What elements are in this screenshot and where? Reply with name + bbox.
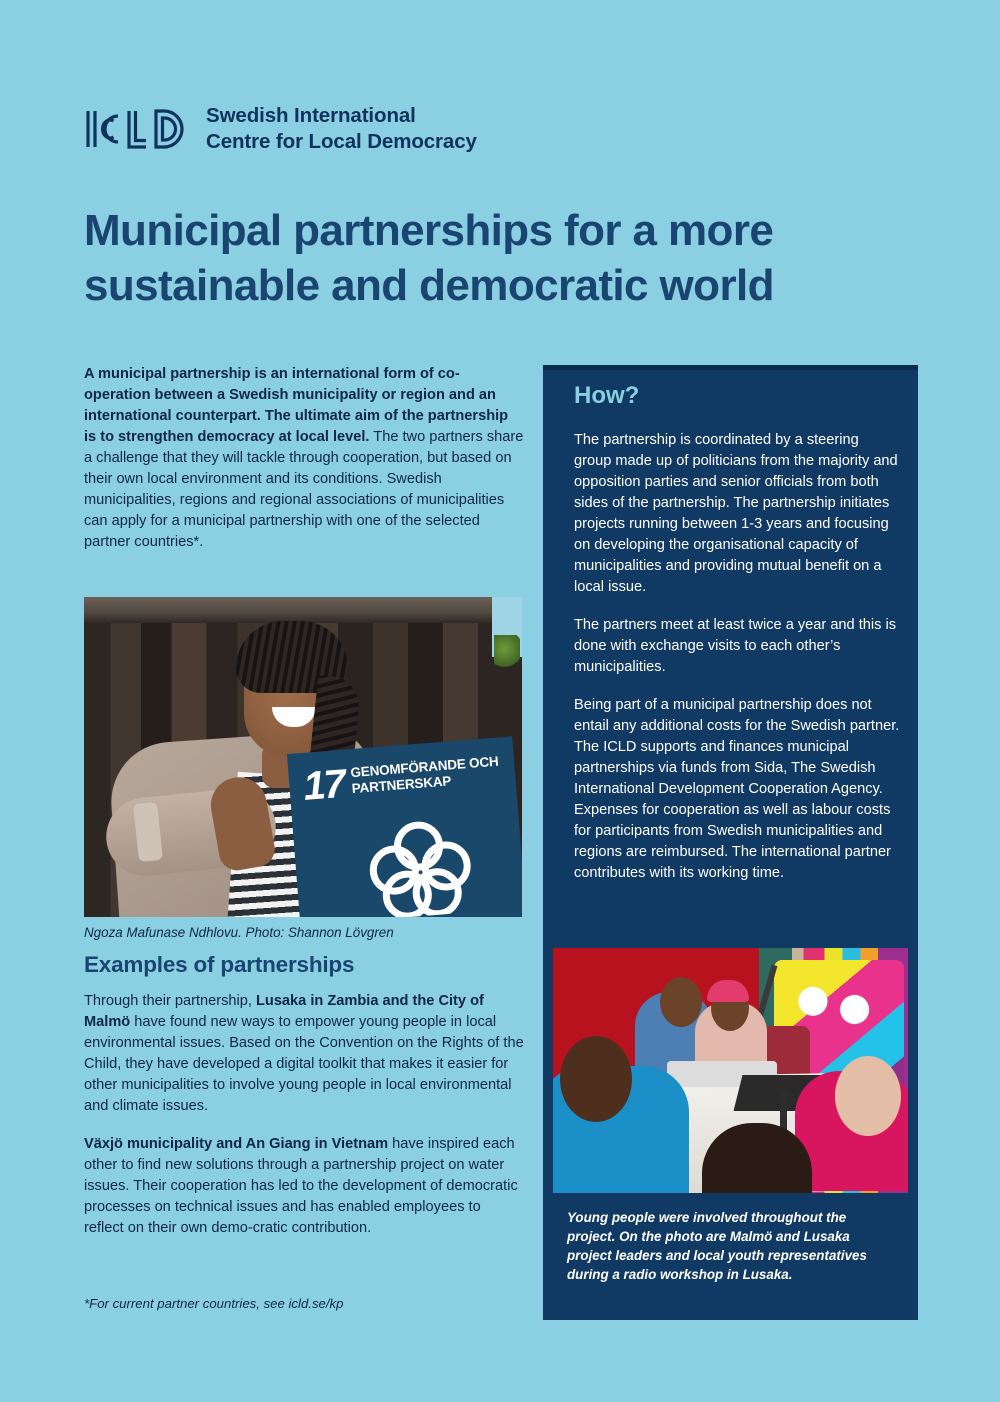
how-paragraph-2: The partners meet at least twice a year and this is done with exchange visits to each other’s municipalities. [574, 617, 897, 675]
panel-top-edge [543, 365, 918, 370]
how-heading: How? [574, 382, 640, 409]
example1-rest: have found new ways to empower young people in local environmental issues. Based on the Convention on the Rights of the Child, they have developed a digital toolkit that makes it easier for other municipalities to involve young people in local environmental and climate issues. [84, 1014, 524, 1114]
page-title: Municipal partnerships for a more sustainable and democratic world [84, 206, 774, 310]
examples-heading: Examples of partnerships [84, 952, 355, 977]
example-paragraph-vaxjo [84, 1134, 524, 1239]
fence-top-rail [84, 597, 522, 623]
icld-logo-line1: Swedish International [206, 104, 416, 127]
icld-logo-line2: Centre for Local Democracy [206, 129, 477, 153]
photo-woman-caption: Ngoza Mafunase Ndhlovu. Photo: Shannon Lövgren [84, 925, 394, 940]
sdg-label: GENOMFÖRANDE OCH PARTNERSKAP [349, 753, 499, 797]
photo-radio-workshop [553, 948, 908, 1193]
sdg-partnership-rings-icon [365, 816, 476, 917]
how-paragraph-1: The partnership is coordinated by a steering group made up of politicians from the majority and opposition parties and senior officials from both sides of the partnership. The partnership initiates projects running between 1-3 years and focusing on developing the organisational capacity of municipalities and providing mutual benefit on a local issue. [574, 432, 898, 595]
photo-woman-sdg17 [84, 597, 522, 917]
sdg-number: 17 [301, 761, 346, 809]
icld-logomark-icon [84, 107, 192, 151]
foliage [494, 635, 520, 669]
example2-rest: have inspired each other to find new solutions through a partnership project on water issues. Their cooperation has led to the development of democratic processes on technical issues and has enabled employees to reflect on their own demo-cratic contribution. [84, 1136, 518, 1236]
intro-bold-text: A municipal partnership is an international form of co-operation between a Swedish municipality or region and an international counterpart. The ultimate aim of the partnership is to strengthen democracy at local level. [84, 366, 509, 445]
example1-lead: Through their partnership, [84, 993, 256, 1009]
example-paragraph-lusaka [84, 991, 524, 1117]
how-panel [543, 365, 918, 1320]
intro-block [84, 364, 524, 553]
footnote-partner-countries: *For current partner countries, see icld.se/kp [84, 1296, 344, 1311]
examples-body [84, 991, 524, 1256]
how-paragraph-3: Being part of a municipal partnership does not entail any additional costs for the Swedish partner. The ICLD supports and finances municipal partnerships via funds from Sida, The Swedish International Development Cooperation Agency. Expenses for cooperation as well as labour costs for participants from Swedish municipalities and regions are reimbursed. The international partner contributes with its working time. [574, 697, 900, 881]
icld-logo-wordmark [206, 103, 477, 155]
photo-radio-caption: Young people were involved throughout the project. On the photo are Malmö and Lusaka project leaders and local youth representatives during a radio workshop in Lusaka. [567, 1210, 867, 1283]
intro-rest-text: The two partners share a challenge that they will tackle through cooperation, but based on their own local environment and its conditions. Swedish municipalities, regions and regional associations of municipalities can apply for a municipal partnership with one of the selected partner countries*. [84, 429, 524, 550]
participant-c-head [560, 1036, 632, 1122]
how-body [574, 430, 900, 884]
icld-logo [84, 103, 477, 155]
intro-paragraph [84, 364, 524, 553]
participant-a-head [660, 977, 702, 1027]
sdg-17-sign [287, 736, 522, 917]
participant-d-head [835, 1056, 901, 1136]
example2-bold: Växjö municipality and An Giang in Vietnam [84, 1136, 389, 1152]
example1-bold: Lusaka in Zambia and the City of Malmö [84, 993, 484, 1030]
